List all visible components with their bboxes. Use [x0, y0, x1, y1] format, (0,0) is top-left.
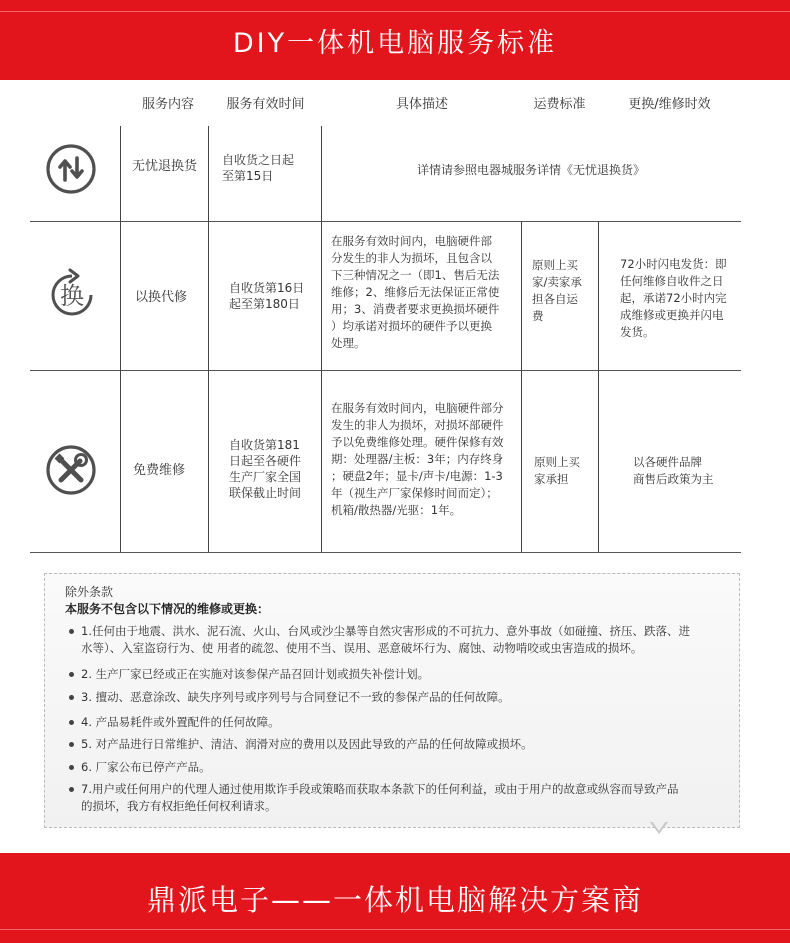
row-divider: [30, 370, 741, 371]
period-line: 自收货之日起: [222, 153, 295, 167]
bullet-icon: [69, 629, 74, 634]
desc-line: 维修；2、维修后无法保证正常使: [331, 285, 500, 299]
return-arrows-icon: [45, 143, 97, 195]
period-line: 自收货第181: [229, 438, 300, 452]
desc-line: ）均承诺对损坏的硬件予以更换: [331, 319, 492, 333]
bullet-icon: [69, 720, 74, 725]
speech-notch-fill: [652, 821, 666, 831]
timing-line: 起，承诺72小时内完: [620, 291, 727, 305]
timing-line: 72小时闪电发货：即: [620, 257, 727, 271]
shipping-line: 家/卖家承: [532, 275, 582, 289]
exclusions-intro: 本服务不包含以下情况的维修或更换：: [65, 602, 270, 616]
row-divider: [30, 552, 741, 553]
exchange-icon-glyph: 换: [60, 282, 84, 310]
exclusion-line: 2. 生产厂家已经或正在实施对该参保产品召回计划或损失补偿计划。: [81, 667, 430, 681]
exclusion-line: 7.用户或任何用户的代理人通过使用欺诈手段或策略而获取本条款下的任何利益，或由于用户的故意或纵容而导致产品: [81, 782, 679, 796]
col-divider: [208, 126, 209, 552]
footer-slogan: 鼎派电子——一体机电脑解决方案商: [146, 882, 643, 917]
exclusions-title: 除外条款: [65, 585, 114, 599]
row1-period: [222, 152, 312, 184]
shipping-line: 原则上买: [534, 455, 580, 469]
col-header-period: 服务有效时间: [226, 96, 305, 112]
desc-line: 年（视生产厂家保修时间而定）；: [331, 486, 498, 500]
desc-line: 期：处理器/主板：3年；内存终身: [331, 452, 504, 466]
exchange-icon: [45, 268, 97, 320]
exclusion-item: [81, 689, 731, 706]
exclusion-item: [81, 623, 731, 657]
timing-line: 任何维修自收件之日: [620, 274, 724, 288]
exclusion-line: 3. 擅动、恶意涂改、缺失序列号或序列号与合同登记不一致的参保产品的任何故障。: [81, 690, 510, 704]
footer-banner: [0, 853, 790, 943]
exclusion-line: 1.任何由于地震、洪水、泥石流、火山、台风或沙尘暴等自然灾害形成的不可抗力、意外事故（如碰撞、挤压、跌落、进: [81, 624, 690, 638]
col-divider: [521, 221, 522, 552]
desc-line: 用；3、消费者要求更换损坏硬件: [331, 302, 500, 316]
row3-shipping: [534, 454, 598, 488]
timing-line: 以各硬件品牌: [633, 455, 702, 469]
col-header-description: 具体描述: [395, 96, 448, 112]
shipping-line: 担各自运: [532, 292, 578, 306]
exclusion-item: [81, 781, 731, 815]
row2-shipping: [532, 257, 596, 325]
desc-line: 分发生的非人为损坏，且包含以: [331, 251, 492, 265]
bullet-icon: [69, 695, 74, 700]
banner-rule: [0, 11, 790, 12]
period-line: 至第15日: [222, 169, 274, 183]
page-title: DIY一体机电脑服务标准: [232, 27, 558, 59]
period-line: 起至第180日: [229, 297, 300, 311]
row-divider: [30, 221, 741, 222]
exclusion-line: 6. 厂家公布已停产产品。: [81, 760, 211, 774]
desc-line: 发生的非人为损坏，对损坏部硬件: [331, 418, 504, 432]
shipping-line: 原则上买: [532, 258, 578, 272]
shipping-line: 费: [532, 309, 544, 323]
bullet-icon: [69, 672, 74, 677]
col-header-timing: 更换/维修时效: [628, 96, 711, 112]
bullet-icon: [69, 765, 74, 770]
repair-tools-icon: [45, 444, 97, 496]
exclusion-item: [81, 666, 731, 683]
row2-period: [229, 280, 309, 312]
col-header-shipping: 运费标准: [533, 96, 586, 112]
desc-line: 在服务有效时间内，电脑硬件部: [331, 234, 492, 248]
row2-timing: [620, 256, 740, 341]
period-line: 联保截止时间: [229, 486, 302, 500]
row3-service-name: 免费维修: [133, 463, 186, 478]
period-line: 自收货第16日: [229, 281, 305, 295]
desc-line: 予以免费维修处理。硬件保修有效: [331, 435, 504, 449]
period-line: 日起至各硬件: [229, 454, 302, 468]
desc-line: 在服务有效时间内，电脑硬件部分: [331, 401, 504, 415]
timing-line: 成维修或更换并闪电: [620, 308, 724, 322]
bullet-icon: [69, 787, 74, 792]
row1-merged-detail: 详情请参照电器城服务详情《无忧退换货》: [416, 163, 645, 177]
col-header-service: 服务内容: [141, 96, 194, 112]
exclusion-item: [81, 759, 731, 776]
exclusion-line: 的损坏，我方有权拒绝任何权利请求。: [81, 799, 277, 813]
exclusion-item: [81, 714, 731, 731]
exclusion-item: [81, 736, 731, 753]
bullet-icon: [69, 742, 74, 747]
exclusion-line: 水等）、入室盗窃行为、使 用者的疏忽、使用不当、误用、恶意破坏行为、腐蚀、动物啃咬或虫害造成的损坏。: [81, 641, 643, 655]
row1-service-name: 无忧退换货: [132, 159, 198, 174]
row3-period: [229, 437, 309, 501]
col-divider: [321, 126, 322, 552]
title-banner: [0, 0, 790, 80]
exclusion-line: 4. 产品易耗件或外置配件的任何故障。: [81, 715, 280, 729]
desc-line: ；硬盘2年；显卡/声卡/电源：1-3: [331, 469, 503, 483]
desc-line: 下三种情况之一（即1、售后无法: [331, 268, 500, 282]
exclusions-panel: [44, 573, 740, 828]
col-divider: [598, 221, 599, 552]
timing-line: 商售后政策为主: [633, 472, 714, 486]
period-line: 生产厂家全国: [229, 470, 302, 484]
shipping-line: 家承担: [534, 472, 569, 486]
desc-line: 机箱/散热器/光驱：1年。: [331, 503, 462, 517]
col-divider: [120, 126, 121, 552]
row2-service-name: 以换代修: [135, 290, 188, 305]
banner-rule: [0, 929, 790, 930]
timing-line: 发货。: [620, 325, 655, 339]
exclusion-line: 5. 对产品进行日常维护、清洁、润滑对应的费用以及因此导致的产品的任何故障或损坏。: [81, 737, 533, 751]
row3-timing: [633, 454, 733, 488]
desc-line: 处理。: [331, 336, 366, 350]
row3-description: [331, 400, 521, 519]
row2-description: [331, 233, 521, 352]
